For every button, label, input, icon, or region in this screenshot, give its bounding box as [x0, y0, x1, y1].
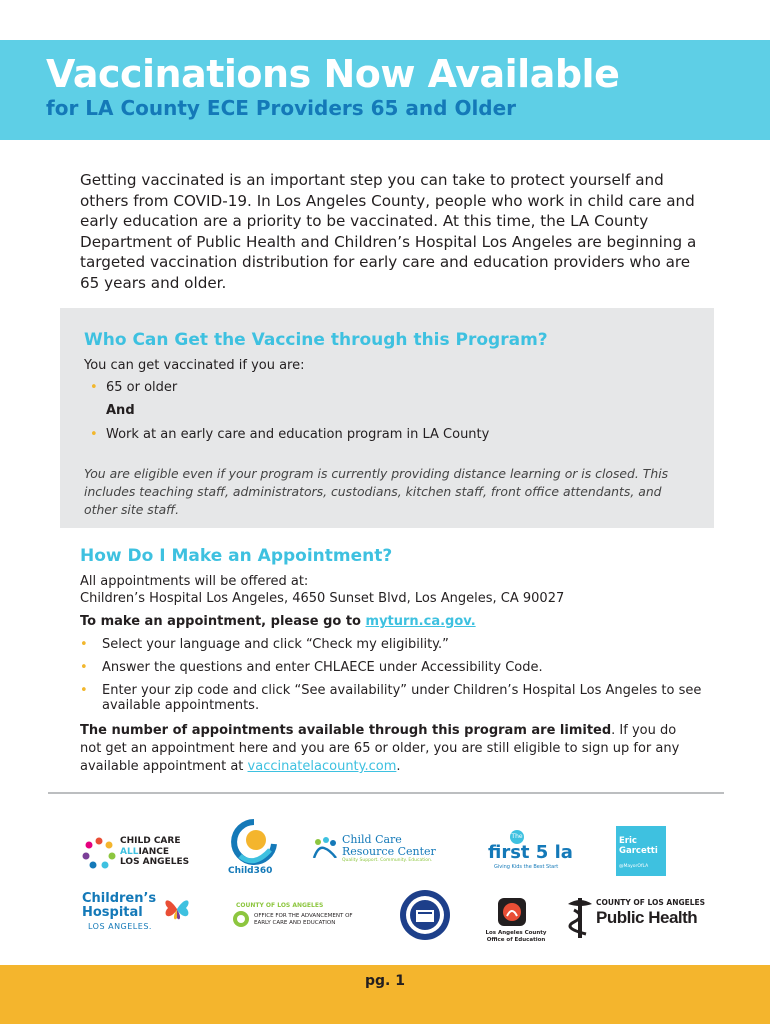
county-seal-logo — [398, 888, 452, 942]
eligibility-heading: Who Can Get the Vaccine through this Program? — [84, 330, 548, 350]
eligibility-note: You are eligible even if your program is currently providing distance learning or is closed. This includes teaching staff, administrators, custodians, kitchen staff, front office attendants, and other site staff. — [84, 466, 669, 517]
page-subtitle: for LA County ECE Providers 65 and Older — [46, 96, 517, 120]
lacoe-logo: Los Angeles County Office of Education — [478, 896, 554, 946]
bullet-icon: • — [90, 380, 98, 395]
page-title: Vaccinations Now Available — [46, 52, 620, 96]
appointment-step: • Enter your zip code and click “See availability” under Children’s Hospital Los Angeles to see available appointments. — [80, 683, 702, 713]
oaece-logo: COUNTY OF LOS ANGELES OFFICE FOR THE ADVANCEMENT OF EARLY CARE AND EDUCATION — [232, 902, 362, 932]
bullet-icon: • — [80, 683, 88, 698]
people-icon — [312, 836, 338, 858]
appointment-address: Children’s Hospital Los Angeles, 4650 Sunset Blvd, Los Angeles, CA 90027 — [80, 591, 565, 606]
eligibility-lead: You can get vaccinated if you are: — [84, 358, 305, 373]
first-5-la-logo: The first 5 la Giving Kids the Best Start — [488, 830, 568, 872]
butterfly-icon — [162, 894, 192, 924]
appointment-heading: How Do I Make an Appointment? — [80, 546, 393, 566]
bullet-icon: • — [80, 660, 88, 675]
county-seal-icon — [398, 888, 452, 942]
eligibility-item: • 65 or older — [90, 380, 178, 395]
availability-notice: The number of appointments available through this program are limited. If you do not get an appointment here and you are 65 or older, you are still eligible to sign up for any available appointment at vaccinatelacounty.com. — [80, 723, 680, 774]
eligibility-and: And — [106, 403, 135, 418]
bullet-icon: • — [80, 637, 88, 652]
eligibility-item: • Work at an early care and education program in LA County — [90, 427, 490, 442]
child360-swirl-icon — [230, 818, 278, 868]
lacoe-emblem-icon — [496, 896, 528, 928]
county-seal-icon — [232, 910, 250, 928]
appointment-offered: All appointments will be offered at: — [80, 574, 309, 589]
appointment-instructions: To make an appointment, please go to myturn.ca.gov. — [80, 614, 476, 629]
intro-paragraph: Getting vaccinated is an important step you can take to protect yourself and others from COVID-19. In Los Angeles County, people who work in child care and early education are a priority to be vaccinated. At this time, the LA County Department of Public Health and Children’s Hospital Los Angeles are beginning a targeted vaccination distribution for early care and education providers who are 65 years and older. — [80, 171, 697, 292]
caduceus-icon — [566, 896, 594, 940]
myturn-link[interactable]: myturn.ca.gov. — [365, 614, 476, 629]
section-divider — [48, 792, 724, 794]
page-number: pg. 1 — [365, 973, 405, 989]
mayor-garcetti-logo: Eric Garcetti @MayorOfLA — [616, 826, 666, 876]
appointment-step: • Select your language and click “Check my eligibility.” — [80, 637, 449, 652]
childrens-hospital-la-logo: Children’s Hospital LOS ANGELES. — [82, 888, 194, 938]
child360-logo: Child360 — [226, 818, 282, 882]
child-care-alliance-logo: CHILD CARE ALLIANCE LOS ANGELES — [82, 834, 202, 872]
bullet-icon: • — [90, 427, 98, 442]
appointment-step: • Answer the questions and enter CHLAECE under Accessibility Code. — [80, 660, 543, 675]
header-text — [0, 40, 770, 140]
child-care-resource-center-logo: Child Care Resource Center Quality Support. Community. Education. — [312, 834, 442, 868]
vaccinatelacounty-link[interactable]: vaccinatelacounty.com — [247, 759, 397, 774]
alliance-ring-icon — [82, 836, 116, 870]
public-health-logo: COUNTY OF LOS ANGELES Public Health — [566, 892, 706, 942]
